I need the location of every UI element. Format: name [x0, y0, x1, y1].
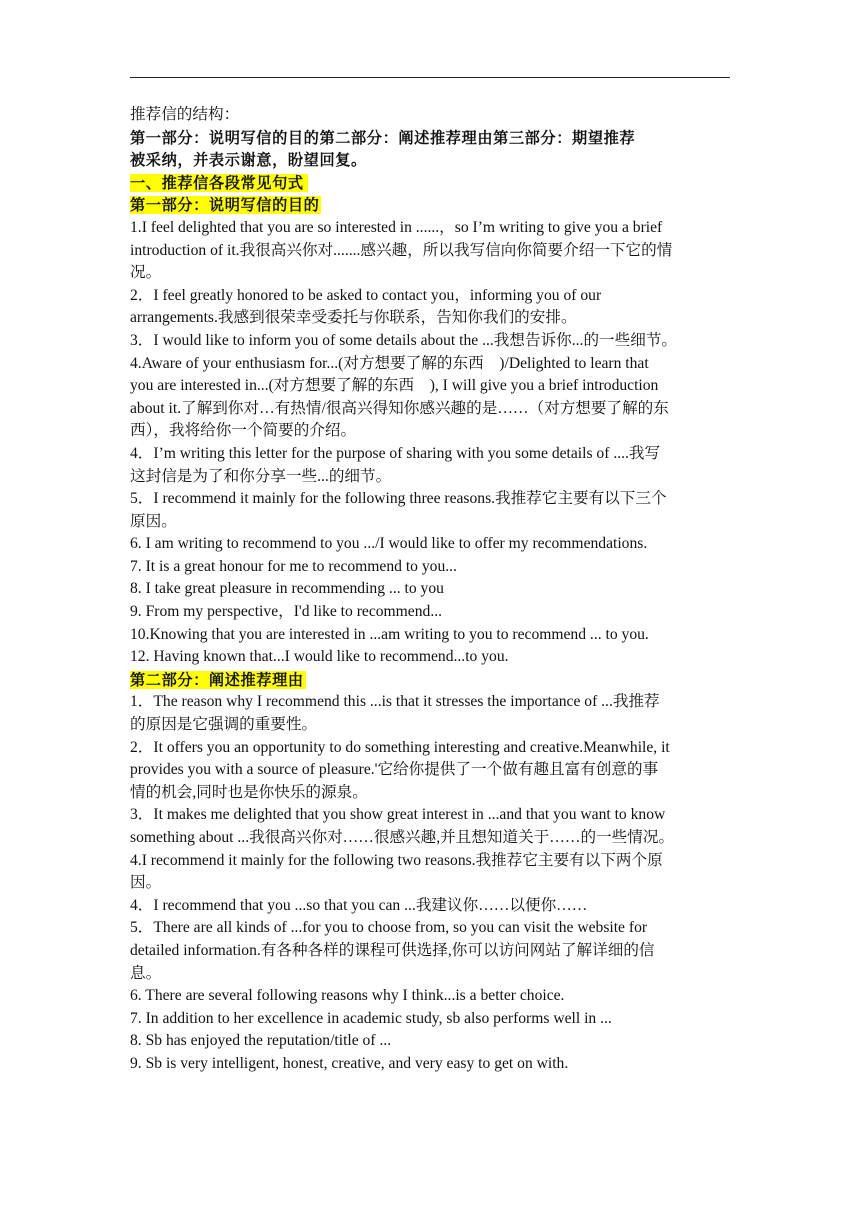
- bold-summary-text: 第一部分：说明写信的目的第二部分：阐述推荐理由第三部分：期望推荐: [130, 128, 636, 147]
- line-text: 5．I recommend it mainly for the following three reasons.我推荐它主要有以下三个: [130, 490, 667, 508]
- text-line: [130, 985, 730, 1008]
- line-text: something about ...我很高兴你对……很感兴趣,并且想知道关于……的一些情况。: [130, 829, 675, 846]
- text-line: [130, 194, 730, 217]
- text-line: [130, 1053, 730, 1076]
- line-text: 2．I feel greatly honored to be asked to contact you，informing you of our: [130, 286, 602, 304]
- text-line: [130, 714, 730, 737]
- text-line: [130, 759, 730, 782]
- line-text: 4．I’m writing this letter for the purpose of sharing with you some details of ....我写: [130, 444, 661, 462]
- header-rule: [130, 77, 730, 78]
- line-text: 10.Knowing that you are interested in ...am writing to you to recommend ... to you.: [130, 625, 649, 643]
- text-line: [130, 963, 730, 986]
- text-line: [130, 578, 730, 601]
- highlighted-section-heading: 一、推荐信各段常见句式: [130, 174, 308, 192]
- text-line: [130, 872, 730, 895]
- text-line: [130, 556, 730, 579]
- line-text: 5．There are all kinds of ...for you to choose from, so you can visit the website for: [130, 919, 648, 937]
- text-line: [130, 1030, 730, 1053]
- text-line: [130, 172, 730, 195]
- line-text: 9. From my perspective，I'd like to recommend...: [130, 603, 443, 621]
- line-text: 因。: [130, 874, 162, 892]
- line-text: 息。: [130, 964, 162, 982]
- text-line: [130, 917, 730, 940]
- text-line: [130, 669, 730, 692]
- line-text: 8. I take great pleasure in recommending ... to you: [130, 580, 444, 598]
- line-text: 3．It makes me delighted that you show great interest in ...and that you want to know: [130, 806, 666, 824]
- text-line: [130, 782, 730, 805]
- highlighted-section-heading: 第一部分：说明写信的目的: [130, 196, 320, 215]
- text-line: [130, 104, 730, 127]
- line-text: 的原因是它强调的重要性。: [130, 716, 318, 734]
- text-line: [130, 1008, 730, 1031]
- text-line: [130, 443, 730, 466]
- text-line: [130, 353, 730, 376]
- line-text: 6. There are several following reasons why I think...is a better choice.: [130, 987, 565, 1005]
- line-text: 况。: [130, 264, 162, 282]
- line-text: 7. In addition to her excellence in academic study, sb also performs well in ...: [130, 1009, 612, 1027]
- text-line: [130, 240, 730, 263]
- line-text: 9. Sb is very intelligent, honest, creative, and very easy to get on with.: [130, 1054, 569, 1072]
- line-text: 1．The reason why I recommend this ...is that it stresses the importance of ...我推荐: [130, 693, 660, 711]
- text-line: [130, 850, 730, 873]
- line-text: 3．I would like to inform you of some details about the ...我想告诉你...的一些细节。: [130, 331, 678, 349]
- text-line: [130, 307, 730, 330]
- line-text: 这封信是为了和你分享一些...的细节。: [130, 467, 392, 485]
- line-text: 情的机会,同时也是你快乐的源泉。: [130, 783, 368, 801]
- text-line: [130, 330, 730, 353]
- line-text: about it.了解到你对…有热情/很高兴得知你感兴趣的是……（对方想要了解的东: [130, 399, 669, 417]
- text-line: [130, 827, 730, 850]
- text-line: [130, 737, 730, 760]
- text-line: [130, 375, 730, 398]
- text-line: [130, 601, 730, 624]
- line-text: 8. Sb has enjoyed the reputation/title of ...: [130, 1032, 392, 1050]
- line-text: 4．I recommend that you ...so that you can ...我建议你……以便你……: [130, 896, 588, 914]
- text-line: [130, 646, 730, 669]
- text-line: [130, 149, 730, 172]
- text-line: [130, 804, 730, 827]
- text-line: [130, 262, 730, 285]
- line-text: introduction of it.我很高兴你对.......感兴趣，所以我写信向你简要介绍一下它的情: [130, 241, 673, 259]
- line-text: 12. Having known that...I would like to recommend...to you.: [130, 648, 509, 666]
- text-line: [130, 691, 730, 714]
- line-text: 2．It offers you an opportunity to do something interesting and creative.Meanwhile, it: [130, 738, 670, 756]
- text-line: [130, 420, 730, 443]
- text-line: [130, 624, 730, 647]
- line-text: 1.I feel delighted that you are so interested in ......，so I’m writing to give you a brief: [130, 218, 663, 236]
- text-line: [130, 398, 730, 421]
- line-text: 4.Aware of your enthusiasm for...(对方想要了解的东西 )/Delighted to learn that: [130, 354, 649, 372]
- line-text: arrangements.我感到很荣幸受委托与你联系，告知你我们的安排。: [130, 309, 577, 327]
- text-line: [130, 940, 730, 963]
- line-text: 6. I am writing to recommend to you .../I would like to offer my recommendations.: [130, 535, 648, 553]
- line-text: 推荐信的结构：: [130, 106, 240, 123]
- text-line: [130, 127, 730, 150]
- document-body: [130, 104, 730, 1076]
- line-text: detailed information.有各种各样的课程可供选择,你可以访问网站了解详细的信: [130, 941, 655, 959]
- line-text: provides you with a source of pleasure.'它给你提供了一个做有趣且富有创意的事: [130, 761, 659, 779]
- line-text: 西），我将给你一个简要的介绍。: [130, 422, 357, 440]
- text-line: [130, 533, 730, 556]
- text-line: [130, 511, 730, 534]
- text-line: [130, 217, 730, 240]
- text-line: [130, 466, 730, 489]
- text-line: [130, 488, 730, 511]
- line-text: you are interested in...(对方想要了解的东西 ), I will give you a brief introduction: [130, 377, 659, 395]
- text-line: [130, 895, 730, 918]
- bold-summary-text: 被采纳，并表示谢意，盼望回复。: [130, 151, 367, 170]
- line-text: 4.I recommend it mainly for the following two reasons.我推荐它主要有以下两个原: [130, 851, 663, 869]
- line-text: 7. It is a great honour for me to recommend to you...: [130, 557, 457, 575]
- highlighted-section-heading: 第二部分：阐述推荐理由: [130, 670, 304, 689]
- line-text: 原因。: [130, 512, 177, 530]
- text-line: [130, 285, 730, 308]
